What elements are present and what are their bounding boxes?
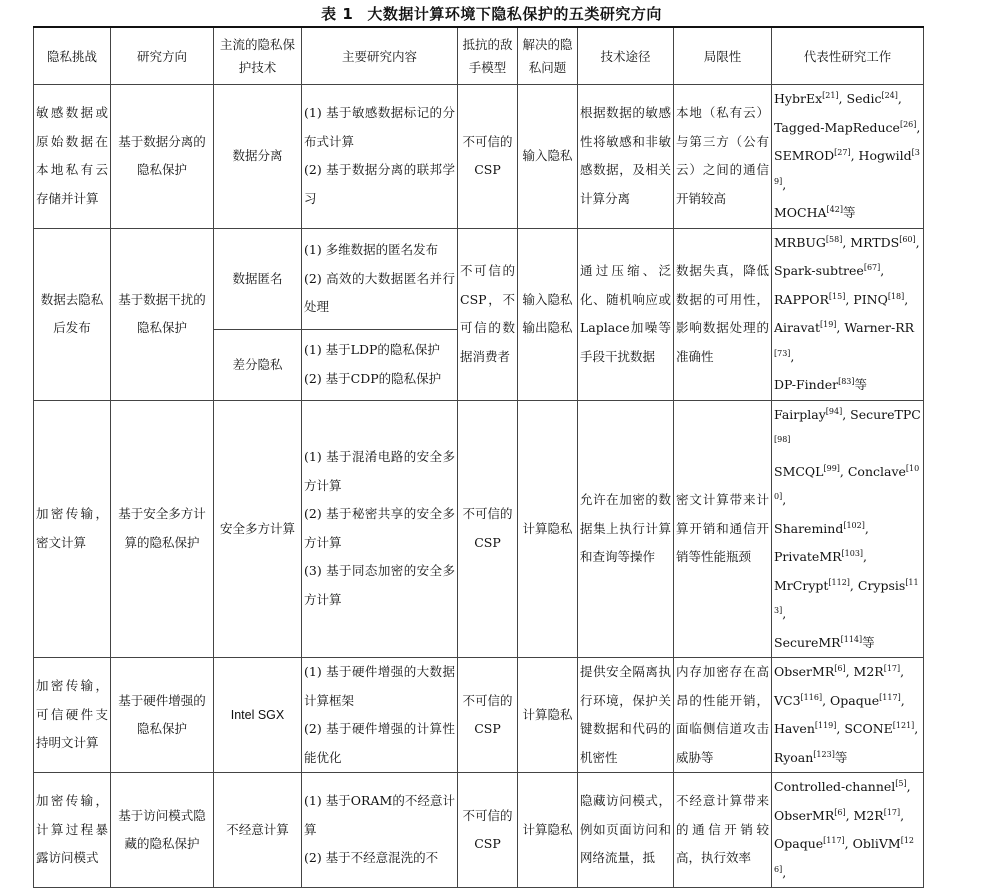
- research-directions-table: [33, 26, 924, 888]
- work-item: SCONE[121],: [844, 720, 919, 736]
- contents-cell: [302, 658, 458, 773]
- technique-cell: 不经意计算: [214, 773, 302, 888]
- content-item: (1) 多维数据的匿名发布: [304, 242, 439, 258]
- work-item: Warner-RR[73],: [774, 320, 915, 364]
- approach-cell: 隐藏访问模式，例如页面访问和网络流量，抵: [578, 773, 674, 888]
- problem-cell: 计算隐私: [518, 400, 578, 658]
- table-row: [34, 773, 924, 888]
- content-item: (2) 基于CDP的隐私保护: [304, 370, 442, 386]
- content-item: (1) 基于LDP的隐私保护: [304, 342, 440, 358]
- content-item: (1) 基于敏感数据标记的分布式计算: [304, 105, 455, 149]
- work-item: ObliVM[126],: [774, 835, 915, 880]
- content-item: (2) 基于数据分离的联邦学习: [304, 162, 455, 206]
- technique-cell: 安全多方计算: [214, 400, 302, 658]
- limitation-cell: 本地（私有云）与第三方（公有云）之间的通信开销较高: [674, 85, 772, 229]
- direction-cell: 基于访问模式隐藏的隐私保护: [111, 773, 214, 888]
- adversary-cell: 不可信的CSP: [458, 400, 518, 658]
- work-item: Ryoan[123]等: [774, 749, 848, 765]
- technique-cell: 数据匿名: [214, 228, 302, 330]
- header-cell: 局限性: [674, 27, 772, 85]
- problem-cell: 输入隐私输出隐私: [518, 228, 578, 400]
- work-item: PrivateMR[103],: [774, 548, 868, 564]
- direction-cell: 基于数据分离的隐私保护: [111, 85, 214, 229]
- challenge-cell: 加密传输，计算过程暴露访问模式: [34, 773, 111, 888]
- content-item: (1) 基于混淆电路的安全多方计算: [304, 449, 455, 493]
- content-item: (1) 基于ORAM的不经意计算: [304, 793, 455, 837]
- work-item: DP-Finder[83]等: [774, 376, 868, 392]
- header-cell: 抵抗的敌手模型: [458, 27, 518, 85]
- contents-cell: [302, 85, 458, 229]
- content-item: (2) 基于不经意混洗的不: [304, 850, 439, 866]
- work-item: MRBUG[58],: [774, 234, 851, 250]
- approach-cell: 提供安全隔离执行环境，保护关键数据和代码的机密性: [578, 658, 674, 773]
- limitation-cell: 内存加密存在高昂的性能开销，面临侧信道攻击威胁等: [674, 658, 772, 773]
- header-cell: 代表性研究工作: [772, 27, 924, 85]
- technique-cell: Intel SGX: [214, 658, 302, 773]
- work-item: Conclave[100],: [774, 463, 920, 507]
- header-cell: 研究方向: [111, 27, 214, 85]
- problem-cell: 计算隐私: [518, 658, 578, 773]
- technique-cell: 数据分离: [214, 85, 302, 229]
- approach-cell: 根据数据的敏感性将敏感和非敏感数据，及相关计算分离: [578, 85, 674, 229]
- contents-cell: [302, 400, 458, 658]
- content-item: (2) 基于秘密共享的安全多方计算: [304, 506, 455, 550]
- limitation-cell: 密文计算带来计算开销和通信开销等性能瓶颈: [674, 400, 772, 658]
- work-item: SEMROD[27],: [774, 147, 859, 163]
- contents-cell: [302, 330, 458, 400]
- work-item: Controlled-channel[5],: [774, 778, 911, 794]
- work-item: SMCQL[99],: [774, 463, 848, 479]
- challenge-cell: 加密传输，可信硬件支持明文计算: [34, 658, 111, 773]
- works-cell: [772, 773, 924, 888]
- contents-cell: [302, 228, 458, 330]
- content-item: (1) 基于硬件增强的大数据计算框架: [304, 664, 455, 708]
- challenge-cell: 数据去隐私后发布: [34, 228, 111, 400]
- work-item: Haven[119],: [774, 720, 845, 736]
- header-cell: 隐私挑战: [34, 27, 111, 85]
- works-cell: [772, 85, 924, 229]
- challenge-cell: 敏感数据或原始数据在本地私有云存储并计算: [34, 85, 111, 229]
- caption-title: 大数据计算环境下隐私保护的五类研究方向: [367, 5, 662, 23]
- work-item: Airavat[19],: [774, 319, 845, 335]
- work-item: SecureMR[114]等: [774, 634, 875, 650]
- work-item: Opaque[117],: [774, 835, 853, 851]
- works-cell: [772, 400, 924, 658]
- work-item: VC3[116],: [774, 692, 831, 708]
- adversary-cell: 不可信的CSP: [458, 773, 518, 888]
- header-cell: 主流的隐私保护技术: [214, 27, 302, 85]
- contents-cell: [302, 773, 458, 888]
- header-cell: 技术途径: [578, 27, 674, 85]
- approach-cell: 通过压缩、泛化、随机响应或Laplace加噪等手段干扰数据: [578, 228, 674, 400]
- work-item: Crypsis[113],: [774, 577, 919, 621]
- content-item: (2) 基于硬件增强的计算性能优化: [304, 721, 455, 765]
- adversary-cell: 不可信的CSP: [458, 658, 518, 773]
- works-cell: [772, 658, 924, 773]
- limitation-cell: 不经意计算带来的通信开销较高，执行效率: [674, 773, 772, 888]
- table-row: [34, 85, 924, 229]
- content-item: (3) 基于同态加密的安全多方计算: [304, 563, 455, 607]
- header-row: [34, 27, 924, 85]
- work-item: MOCHA[42]等: [774, 204, 856, 220]
- technique-cell: 差分隐私: [214, 330, 302, 400]
- work-item: ObserMR[6],: [774, 807, 854, 823]
- work-item: Spark-subtree[67],: [774, 262, 885, 278]
- limitation-cell: 数据失真，降低数据的可用性，影响数据处理的准确性: [674, 228, 772, 400]
- work-item: Opaque[117],: [830, 692, 905, 708]
- direction-cell: 基于数据干扰的隐私保护: [111, 228, 214, 400]
- work-item: Hogwild[39],: [774, 147, 920, 192]
- direction-cell: 基于安全多方计算的隐私保护: [111, 400, 214, 658]
- work-item: MRTDS[60],: [850, 234, 920, 250]
- problem-cell: 计算隐私: [518, 773, 578, 888]
- table-row: [34, 228, 924, 330]
- table-caption: [0, 3, 983, 24]
- direction-cell: 基于硬件增强的隐私保护: [111, 658, 214, 773]
- header-cell: 主要研究内容: [302, 27, 458, 85]
- work-item: ObserMR[6],: [774, 663, 854, 679]
- work-item: Tagged-MapReduce[26],: [774, 119, 921, 135]
- work-item: MrCrypt[112],: [774, 577, 858, 593]
- caption-number: 表 1: [321, 5, 354, 23]
- problem-cell: 输入隐私: [518, 85, 578, 229]
- adversary-cell: 不可信的CSP: [458, 85, 518, 229]
- content-item: (2) 高效的大数据匿名并行处理: [304, 270, 455, 315]
- table-row: [34, 400, 924, 658]
- work-item: PINQ[18],: [853, 291, 909, 307]
- work-item: Fairplay[94],: [774, 406, 851, 422]
- work-item: Sedic[24],: [846, 90, 902, 106]
- header-cell: 解决的隐私问题: [518, 27, 578, 85]
- adversary-cell: 不可信的CSP，不可信的数据消费者: [458, 228, 518, 400]
- challenge-cell: 加密传输，密文计算: [34, 400, 111, 658]
- works-cell: [772, 228, 924, 400]
- work-item: M2R[17],: [853, 807, 905, 823]
- work-item: Sharemind[102],: [774, 520, 869, 536]
- work-item: RAPPOR[15],: [774, 291, 854, 307]
- work-item: HybrEx[21],: [774, 90, 847, 106]
- work-item: M2R[17],: [853, 663, 905, 679]
- work-item: SecureTPC[98]: [774, 406, 921, 444]
- table-row: [34, 658, 924, 773]
- approach-cell: 允许在加密的数据集上执行计算和查询等操作: [578, 400, 674, 658]
